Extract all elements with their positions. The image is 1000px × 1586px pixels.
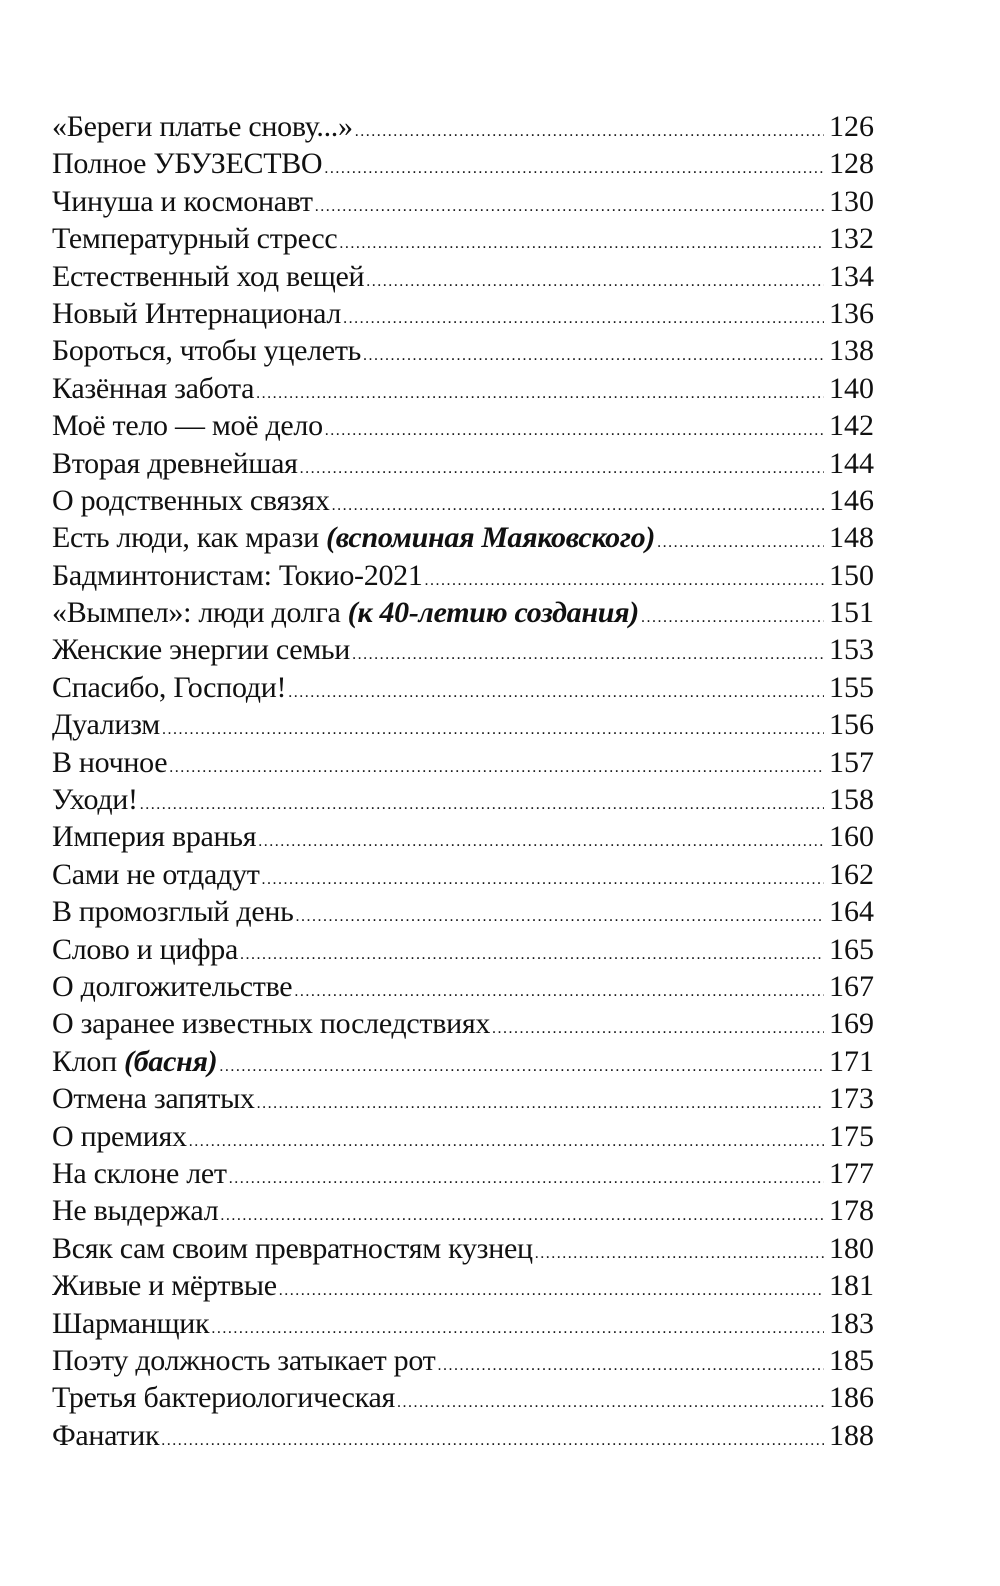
toc-entry bbox=[52, 183, 874, 220]
page-number: 128 bbox=[829, 147, 874, 181]
toc-entry bbox=[52, 1267, 874, 1304]
entry-title bbox=[52, 1379, 395, 1416]
entry-title bbox=[52, 258, 364, 295]
entry-title bbox=[52, 1305, 209, 1342]
entry-title bbox=[52, 557, 423, 594]
entry-title bbox=[52, 370, 254, 407]
toc-entry bbox=[52, 706, 874, 743]
entry-title bbox=[52, 220, 337, 257]
entry-title bbox=[52, 856, 260, 893]
dot-leader bbox=[324, 150, 824, 187]
page-number: 132 bbox=[829, 222, 874, 256]
page-number: 138 bbox=[829, 334, 874, 368]
page-number: 180 bbox=[829, 1231, 874, 1265]
dot-leader bbox=[300, 450, 824, 487]
page-number: 183 bbox=[829, 1306, 874, 1340]
entry-title-text: О долгожительстве bbox=[52, 969, 293, 1003]
page-number: 146 bbox=[829, 483, 874, 517]
entry-title-text: Поэту должность затыкает рот bbox=[52, 1343, 436, 1377]
toc-entry bbox=[52, 931, 874, 968]
dot-leader bbox=[339, 225, 824, 262]
dot-leader bbox=[352, 636, 824, 673]
dot-leader bbox=[641, 599, 824, 636]
entry-title-text: Дуализм bbox=[52, 708, 160, 742]
dot-leader bbox=[437, 1347, 824, 1384]
entry-title-text: Сами не отдадут bbox=[52, 857, 260, 891]
dot-leader bbox=[535, 1235, 824, 1272]
toc-entry bbox=[52, 557, 874, 594]
page-number: 162 bbox=[829, 857, 874, 891]
entry-title bbox=[52, 1080, 255, 1117]
dot-leader bbox=[288, 674, 824, 711]
page-number: 186 bbox=[829, 1381, 874, 1415]
table-of-contents bbox=[52, 108, 874, 1454]
dot-leader bbox=[161, 1422, 824, 1459]
entry-title bbox=[52, 1267, 277, 1304]
page-number: 181 bbox=[829, 1269, 874, 1303]
toc-entry bbox=[52, 1080, 874, 1117]
toc-entry bbox=[52, 445, 874, 482]
page-number: 150 bbox=[829, 558, 874, 592]
entry-title-text: «Вымпел»: люди долга bbox=[52, 596, 341, 630]
entry-title bbox=[52, 744, 167, 781]
entry-title-text: Не выдержал bbox=[52, 1194, 219, 1228]
entry-title-text: «Береги платье снову...» bbox=[52, 110, 353, 143]
entry-title-text: Шарманщик bbox=[52, 1306, 210, 1340]
entry-title bbox=[52, 445, 298, 482]
page-number: 140 bbox=[829, 371, 874, 405]
entry-title-text: Империя вранья bbox=[52, 820, 257, 854]
entry-title bbox=[52, 631, 350, 668]
page-number: 167 bbox=[829, 969, 874, 1003]
toc-entry bbox=[52, 482, 874, 519]
page-number: 164 bbox=[829, 895, 874, 929]
entry-title bbox=[52, 968, 292, 1005]
entry-title bbox=[52, 482, 330, 519]
entry-title-text: О родственных связях bbox=[52, 483, 330, 517]
page-number: 148 bbox=[829, 521, 874, 555]
entry-title-text: О заранее известных последствиях bbox=[52, 1007, 491, 1041]
toc-entry bbox=[52, 258, 874, 295]
page-number: 165 bbox=[829, 932, 874, 966]
dot-leader bbox=[219, 1048, 824, 1085]
entry-title-text: Клоп bbox=[52, 1044, 117, 1078]
entry-title-text: Казённая забота bbox=[52, 371, 255, 405]
page-number: 144 bbox=[829, 446, 874, 480]
toc-entry bbox=[52, 370, 874, 407]
dot-leader bbox=[258, 823, 824, 860]
entry-title bbox=[52, 407, 323, 444]
entry-title-text: Чинуша и космонавт bbox=[52, 184, 313, 218]
entry-title-text: Бороться, чтобы уцелеть bbox=[52, 334, 362, 368]
page-number: 130 bbox=[829, 184, 874, 218]
entry-title bbox=[52, 108, 353, 145]
entry-title-text: Температурный стресс bbox=[52, 222, 338, 256]
entry-title-text: Третья бактериологическая bbox=[52, 1381, 395, 1415]
page-number: 175 bbox=[829, 1119, 874, 1153]
page-number: 171 bbox=[829, 1044, 874, 1078]
entry-title-text: Отмена запятых bbox=[52, 1082, 255, 1116]
entry-title-text: Естественный ход вещей bbox=[52, 259, 365, 293]
page-number: 156 bbox=[829, 708, 874, 742]
dot-leader bbox=[229, 1160, 824, 1197]
entry-title bbox=[52, 1342, 435, 1379]
entry-title-text: Фанатик bbox=[52, 1418, 160, 1452]
dot-leader bbox=[169, 749, 824, 786]
page-number: 126 bbox=[829, 110, 874, 143]
entry-title bbox=[52, 332, 361, 369]
entry-title bbox=[52, 1230, 533, 1267]
page-number: 173 bbox=[829, 1082, 874, 1116]
entry-title bbox=[52, 145, 322, 182]
entry-title bbox=[52, 781, 138, 818]
entry-title bbox=[52, 1043, 217, 1080]
toc-entry bbox=[52, 108, 874, 145]
entry-title-text: Всяк сам своим превратностям кузнец bbox=[52, 1231, 533, 1265]
toc-entry bbox=[52, 893, 874, 930]
entry-title bbox=[52, 706, 160, 743]
toc-entry bbox=[52, 332, 874, 369]
dot-leader bbox=[240, 936, 824, 973]
page-number: 185 bbox=[829, 1343, 874, 1377]
entry-title-text: Женские энергии семьи bbox=[52, 633, 351, 667]
toc-entry bbox=[52, 407, 874, 444]
page-number: 136 bbox=[829, 296, 874, 330]
page-number: 151 bbox=[829, 596, 874, 630]
page-number: 158 bbox=[829, 783, 874, 817]
page-number: 157 bbox=[829, 745, 874, 779]
entry-title bbox=[52, 1417, 159, 1454]
toc-entry bbox=[52, 1342, 874, 1379]
toc-entry bbox=[52, 1043, 874, 1080]
page-number: 153 bbox=[829, 633, 874, 667]
toc-entry bbox=[52, 968, 874, 1005]
dot-leader bbox=[162, 711, 824, 748]
entry-note: (басня) bbox=[124, 1044, 218, 1078]
entry-title bbox=[52, 519, 655, 556]
dot-leader bbox=[355, 113, 824, 150]
toc-entry bbox=[52, 594, 874, 631]
entry-title-text: Живые и мёртвые bbox=[52, 1269, 277, 1303]
entry-title-text: Уходи! bbox=[52, 783, 138, 817]
entry-title bbox=[52, 1005, 490, 1042]
page-number: 160 bbox=[829, 820, 874, 854]
entry-title bbox=[52, 818, 256, 855]
entry-title-text: В промозглый день bbox=[52, 895, 294, 929]
page-number: 155 bbox=[829, 670, 874, 704]
entry-title-text: Есть люди, как мрази bbox=[52, 521, 319, 555]
entry-title bbox=[52, 931, 238, 968]
toc-entry bbox=[52, 1005, 874, 1042]
dot-leader bbox=[262, 861, 824, 898]
toc-entry bbox=[52, 1155, 874, 1192]
toc-entry bbox=[52, 220, 874, 257]
entry-title bbox=[52, 183, 313, 220]
entry-title bbox=[52, 1118, 187, 1155]
dot-leader bbox=[315, 188, 824, 225]
entry-title bbox=[52, 1192, 218, 1229]
toc-entry bbox=[52, 1118, 874, 1155]
entry-title-text: Слово и цифра bbox=[52, 932, 238, 966]
entry-note: (вспоминая Маяковского) bbox=[326, 521, 656, 555]
entry-title-text: На склоне лет bbox=[52, 1156, 227, 1190]
toc-entry bbox=[52, 631, 874, 668]
toc-entry bbox=[52, 295, 874, 332]
entry-title bbox=[52, 893, 294, 930]
entry-title-text: Спасибо, Господи! bbox=[52, 670, 287, 704]
dot-leader bbox=[325, 412, 824, 449]
toc-entry bbox=[52, 1305, 874, 1342]
entry-title bbox=[52, 669, 286, 706]
entry-title bbox=[52, 1155, 227, 1192]
dot-leader bbox=[189, 1123, 824, 1160]
page-number: 188 bbox=[829, 1418, 874, 1452]
dot-leader bbox=[296, 898, 824, 935]
dot-leader bbox=[366, 263, 824, 300]
entry-title-text: Бадминтонистам: Токио-2021 bbox=[52, 558, 423, 592]
toc-entry bbox=[52, 669, 874, 706]
dot-leader bbox=[343, 300, 824, 337]
entry-title-text: Полное УБУЗЕСТВО bbox=[52, 147, 323, 181]
dot-leader bbox=[257, 1085, 824, 1122]
entry-title bbox=[52, 295, 341, 332]
entry-title-text: В ночное bbox=[52, 745, 168, 779]
toc-entry bbox=[52, 1230, 874, 1267]
toc-entry bbox=[52, 781, 874, 818]
entry-title-text: Вторая древнейшая bbox=[52, 446, 298, 480]
dot-leader bbox=[492, 1010, 824, 1047]
page-number: 169 bbox=[829, 1007, 874, 1041]
dot-leader bbox=[256, 375, 824, 412]
entry-note: (к 40-летию создания) bbox=[347, 596, 639, 630]
toc-entry bbox=[52, 818, 874, 855]
page-number: 134 bbox=[829, 259, 874, 293]
page-number: 178 bbox=[829, 1194, 874, 1228]
page-number: 177 bbox=[829, 1156, 874, 1190]
entry-title-text: Новый Интернационал bbox=[52, 296, 342, 330]
dot-leader bbox=[397, 1384, 824, 1421]
toc-entry bbox=[52, 856, 874, 893]
toc-entry bbox=[52, 1417, 874, 1454]
entry-title bbox=[52, 594, 639, 631]
dot-leader bbox=[657, 524, 824, 561]
toc-entry bbox=[52, 1379, 874, 1416]
toc-entry bbox=[52, 519, 874, 556]
toc-entry bbox=[52, 145, 874, 182]
entry-title-text: О премиях bbox=[52, 1119, 187, 1153]
dot-leader bbox=[363, 337, 824, 374]
toc-entry bbox=[52, 1192, 874, 1229]
page-number: 142 bbox=[829, 409, 874, 443]
entry-title-text: Моё тело — моё дело bbox=[52, 409, 323, 443]
toc-entry bbox=[52, 744, 874, 781]
dot-leader bbox=[279, 1272, 824, 1309]
